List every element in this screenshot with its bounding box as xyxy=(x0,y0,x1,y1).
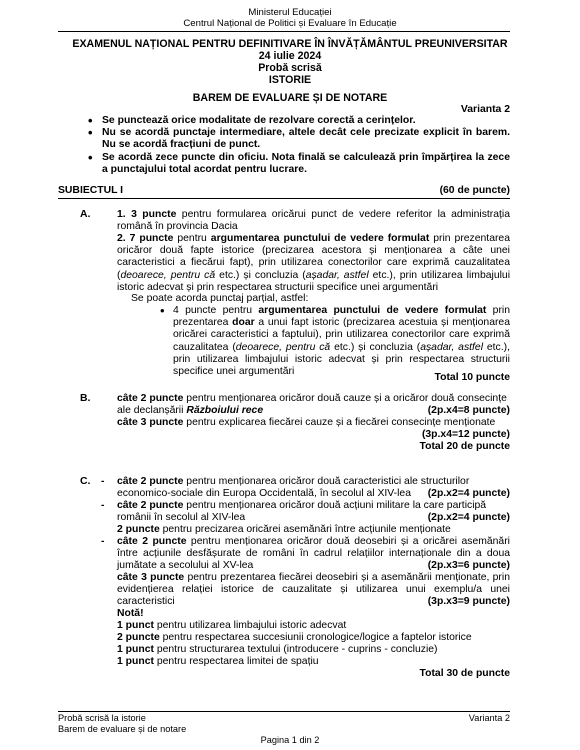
dash: - xyxy=(101,476,105,487)
subject-title: SUBIECTUL I xyxy=(58,185,124,196)
section-a-item2: 2. 7 puncte pentru argumentarea punctului de vedere formulat prin prezentarea oricăror două fapte istorice (precizarea acestora și menționarea a câte unei caracteristici a fiecărui fapt), prin utilizarea conectorilor care exprimă cauzalitatea (deoarece, pentru că etc.) și concluzia (așadar, astfel etc.), prin utilizarea limbajului istoric adecvat și prin respectarea structurii specifice unei argumentări xyxy=(117,233,510,293)
section-a-total: Total 10 puncte xyxy=(434,372,510,383)
footer-divider xyxy=(58,711,510,712)
note-title: Notă! xyxy=(117,608,144,619)
barem-title: BAREM DE EVALUARE ȘI DE NOTARE xyxy=(192,92,388,104)
section-c-points1: (2p.x2=4 puncte) xyxy=(427,488,510,499)
section-c-points3b: (3p.x3=9 puncte) xyxy=(427,596,510,607)
note-item: 2 puncte pentru respectarea succesiunii cronologice/logice a faptelor istorice xyxy=(117,632,472,643)
section-b-line2: câte 3 puncte pentru explicarea fiecărei cauze și a fiecărei consecințe menționate xyxy=(117,417,496,428)
section-a-partial-item: 4 puncte pentru argumentarea punctului de vedere formulat prin prezentarea doar a unui fapt istoric (precizarea acestuia și menționarea oricărei caracteristici a faptului), prin utilizarea conectorilor care exprimă cauzalitatea (deoarece, pentru că etc.) și concluzia (așadar, astfel etc.), prin utilizarea limbajului istoric adecvat și prin respectarea structurii specifice unei argumentări xyxy=(173,305,510,378)
section-c-letter: C. xyxy=(80,476,91,487)
note-item: 1 punct pentru structurarea textului (introducere - cuprins - concluzie) xyxy=(117,644,438,655)
page-number: Pagina 1 din 2 xyxy=(260,735,320,745)
exam-type: Probă scrisă xyxy=(258,62,322,74)
note-item: 1 punct pentru respectarea limitei de spațiu xyxy=(117,656,319,667)
center-name: Centrul Național de Politici și Evaluare în Educație xyxy=(183,18,397,29)
section-c-total: Total 30 de puncte xyxy=(419,668,510,679)
footer-left-line2: Barem de evaluare și de notare xyxy=(58,724,187,734)
rule-item: • Nu se acordă punctaje intermediare, altele decât cele precizate explicit în barem. Nu se acordă fracțiuni de punct. xyxy=(88,127,510,151)
note-item: 1 punct pentru utilizarea limbajului istoric adecvat xyxy=(117,620,347,631)
dash: - xyxy=(101,536,105,547)
subject-divider xyxy=(58,198,510,199)
rule-item: • Se acordă zece puncte din oficiu. Nota finală se calculează prin împărțirea la zece a punctajului total acordat pentru lucrare. xyxy=(88,152,510,176)
exam-title: EXAMENUL NAȚIONAL PENTRU DEFINITIVARE ÎN ÎNVĂȚĂMÂNTUL PREUNIVERSITAR xyxy=(72,38,508,50)
section-c-item1: câte 2 puncte pentru menționarea oricăror două caracteristici ale structurilor economico-sociale din Europa Occidentală, în secolul al XIV-lea xyxy=(117,476,470,500)
section-a-letter: A. xyxy=(80,209,91,220)
header-divider xyxy=(58,31,510,32)
rule-item: • Se punctează orice modalitate de rezolvare corectă a cerințelor. xyxy=(88,115,510,127)
section-c-item2b: 2 puncte pentru precizarea oricărei asemănări între acțiunile menționate xyxy=(117,524,451,535)
section-b-points2: (3p.x4=12 puncte) xyxy=(421,429,510,440)
exam-date: 24 iulie 2024 xyxy=(258,50,322,62)
section-c-points2: (2p.x2=4 puncte) xyxy=(427,512,510,523)
section-c-item3: câte 2 puncte pentru menționarea oricăror două deosebiri și a oricărei asemănări între acțiunile desfășurate de români în cadrul relațiilor internaționale din a doua jumătate a secolului al XV-lea xyxy=(117,536,510,572)
dash: - xyxy=(101,500,105,511)
footer-left-line1: Probă scrisă la istorie xyxy=(58,713,146,723)
partial-score-note: Se poate acorda punctaj parțial, astfel: xyxy=(131,293,309,304)
variant-label: Varianta 2 xyxy=(460,104,510,115)
section-b-points1: (2p.x4=8 puncte) xyxy=(427,405,510,416)
ministry-name: Ministerul Educației xyxy=(248,7,332,18)
general-rules xyxy=(88,115,510,176)
section-c-item3b: câte 3 puncte pentru prezentarea fiecărei deosebiri și a asemănării menționate, prin evidențierea relației istorice de cauzalitate și utilizarea unui exemplu/a unei caracteristici xyxy=(117,572,510,608)
section-b-letter: B. xyxy=(80,393,91,404)
section-a-item1: 1. 3 puncte pentru formularea oricărui punct de vedere referitor la administrația română în provincia Dacia xyxy=(117,209,510,233)
section-b-total: Total 20 de puncte xyxy=(419,441,510,452)
section-c-points3: (2p.x3=6 puncte) xyxy=(427,560,510,571)
section-b-line1: câte 2 puncte pentru menționarea oricăror două cauze și a oricăror două consecințe ale declanșării Războiului rece xyxy=(117,393,507,417)
sub-bullet: • xyxy=(160,303,165,318)
section-c-item2: câte 2 puncte pentru menționarea oricăror două acțiuni militare la care participă românii în secolul al XIV-lea xyxy=(117,500,487,524)
subject-heading xyxy=(58,185,510,197)
subject-points: (60 de puncte) xyxy=(439,185,510,196)
footer-variant: Varianta 2 xyxy=(468,713,510,723)
exam-subject: ISTORIE xyxy=(268,74,312,86)
